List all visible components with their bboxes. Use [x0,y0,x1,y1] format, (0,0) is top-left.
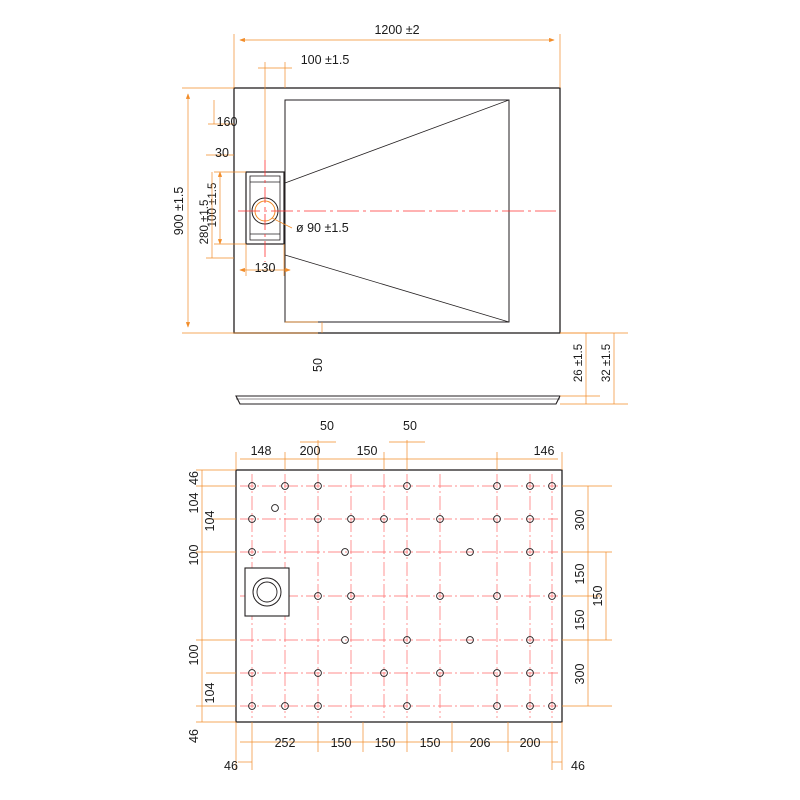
dim-150-top-label: 150 [356,444,378,458]
dim-160-label: 160 [216,115,238,129]
bottom-view [187,419,612,773]
dim-thickness-32-label: 32 ±1.5 [601,343,613,383]
dim-bot-46-right-label: 46 [571,759,585,773]
tray-side-profile [236,396,560,404]
dim-right-300-top-label: 300 [573,509,587,531]
dim-bot-150a-label: 150 [330,736,352,750]
dim-bot-46-left-label: 46 [224,759,238,773]
dim-drain-diameter-label: ø 90 ±1.5 [296,221,349,235]
dim-right-150-lower-label: 150 [573,609,587,631]
side-view [236,333,628,404]
dim-206-label: 206 [469,736,491,750]
dim-left-104-top-label: 104 [187,492,201,514]
dim-252-label: 252 [274,736,296,750]
dim-overall-width-label: 1200 ±2 [374,23,420,37]
dim-right-300-bottom-label: 300 [573,663,587,685]
dim-top-50-right-label: 50 [403,419,417,433]
dim-30-label: 30 [215,146,229,160]
dim-right-150-upper-label: 150 [573,563,587,585]
dim-right-150-inner-label: 150 [591,585,605,607]
dim-bot-150b-label: 150 [374,736,396,750]
dim-left-104-inner-label: 104 [203,510,217,532]
dim-overall-height-label: 900 ±1.5 [172,186,186,236]
dim-bot-200-label: 200 [519,736,541,750]
dim-thickness-26-label: 26 ±1.5 [573,343,585,383]
top-view [172,23,560,372]
dim-channel-width-label: 100 ±1.5 [207,182,219,228]
dim-drain-zone-width-label: 100 ±1.5 [300,53,350,67]
dim-left-100-bottom-label: 100 [187,644,201,666]
dim-50-label: 50 [311,358,325,372]
dim-left-100-top-label: 100 [187,544,201,566]
dim-130-label: 130 [254,261,276,275]
dim-bot-150c-label: 150 [419,736,441,750]
dim-top-50-left-label: 50 [320,419,334,433]
dim-280-label: 280 ±1.5 [199,199,211,245]
dim-148-label: 148 [250,444,272,458]
dim-200-label: 200 [299,444,321,458]
dim-left-46-top-label: 46 [187,471,201,485]
dim-146-label: 146 [533,444,555,458]
dim-left-104-bottom-label: 104 [203,682,217,704]
drain-block-bottom [245,568,289,616]
dim-left-46-bottom-label: 46 [187,729,201,743]
